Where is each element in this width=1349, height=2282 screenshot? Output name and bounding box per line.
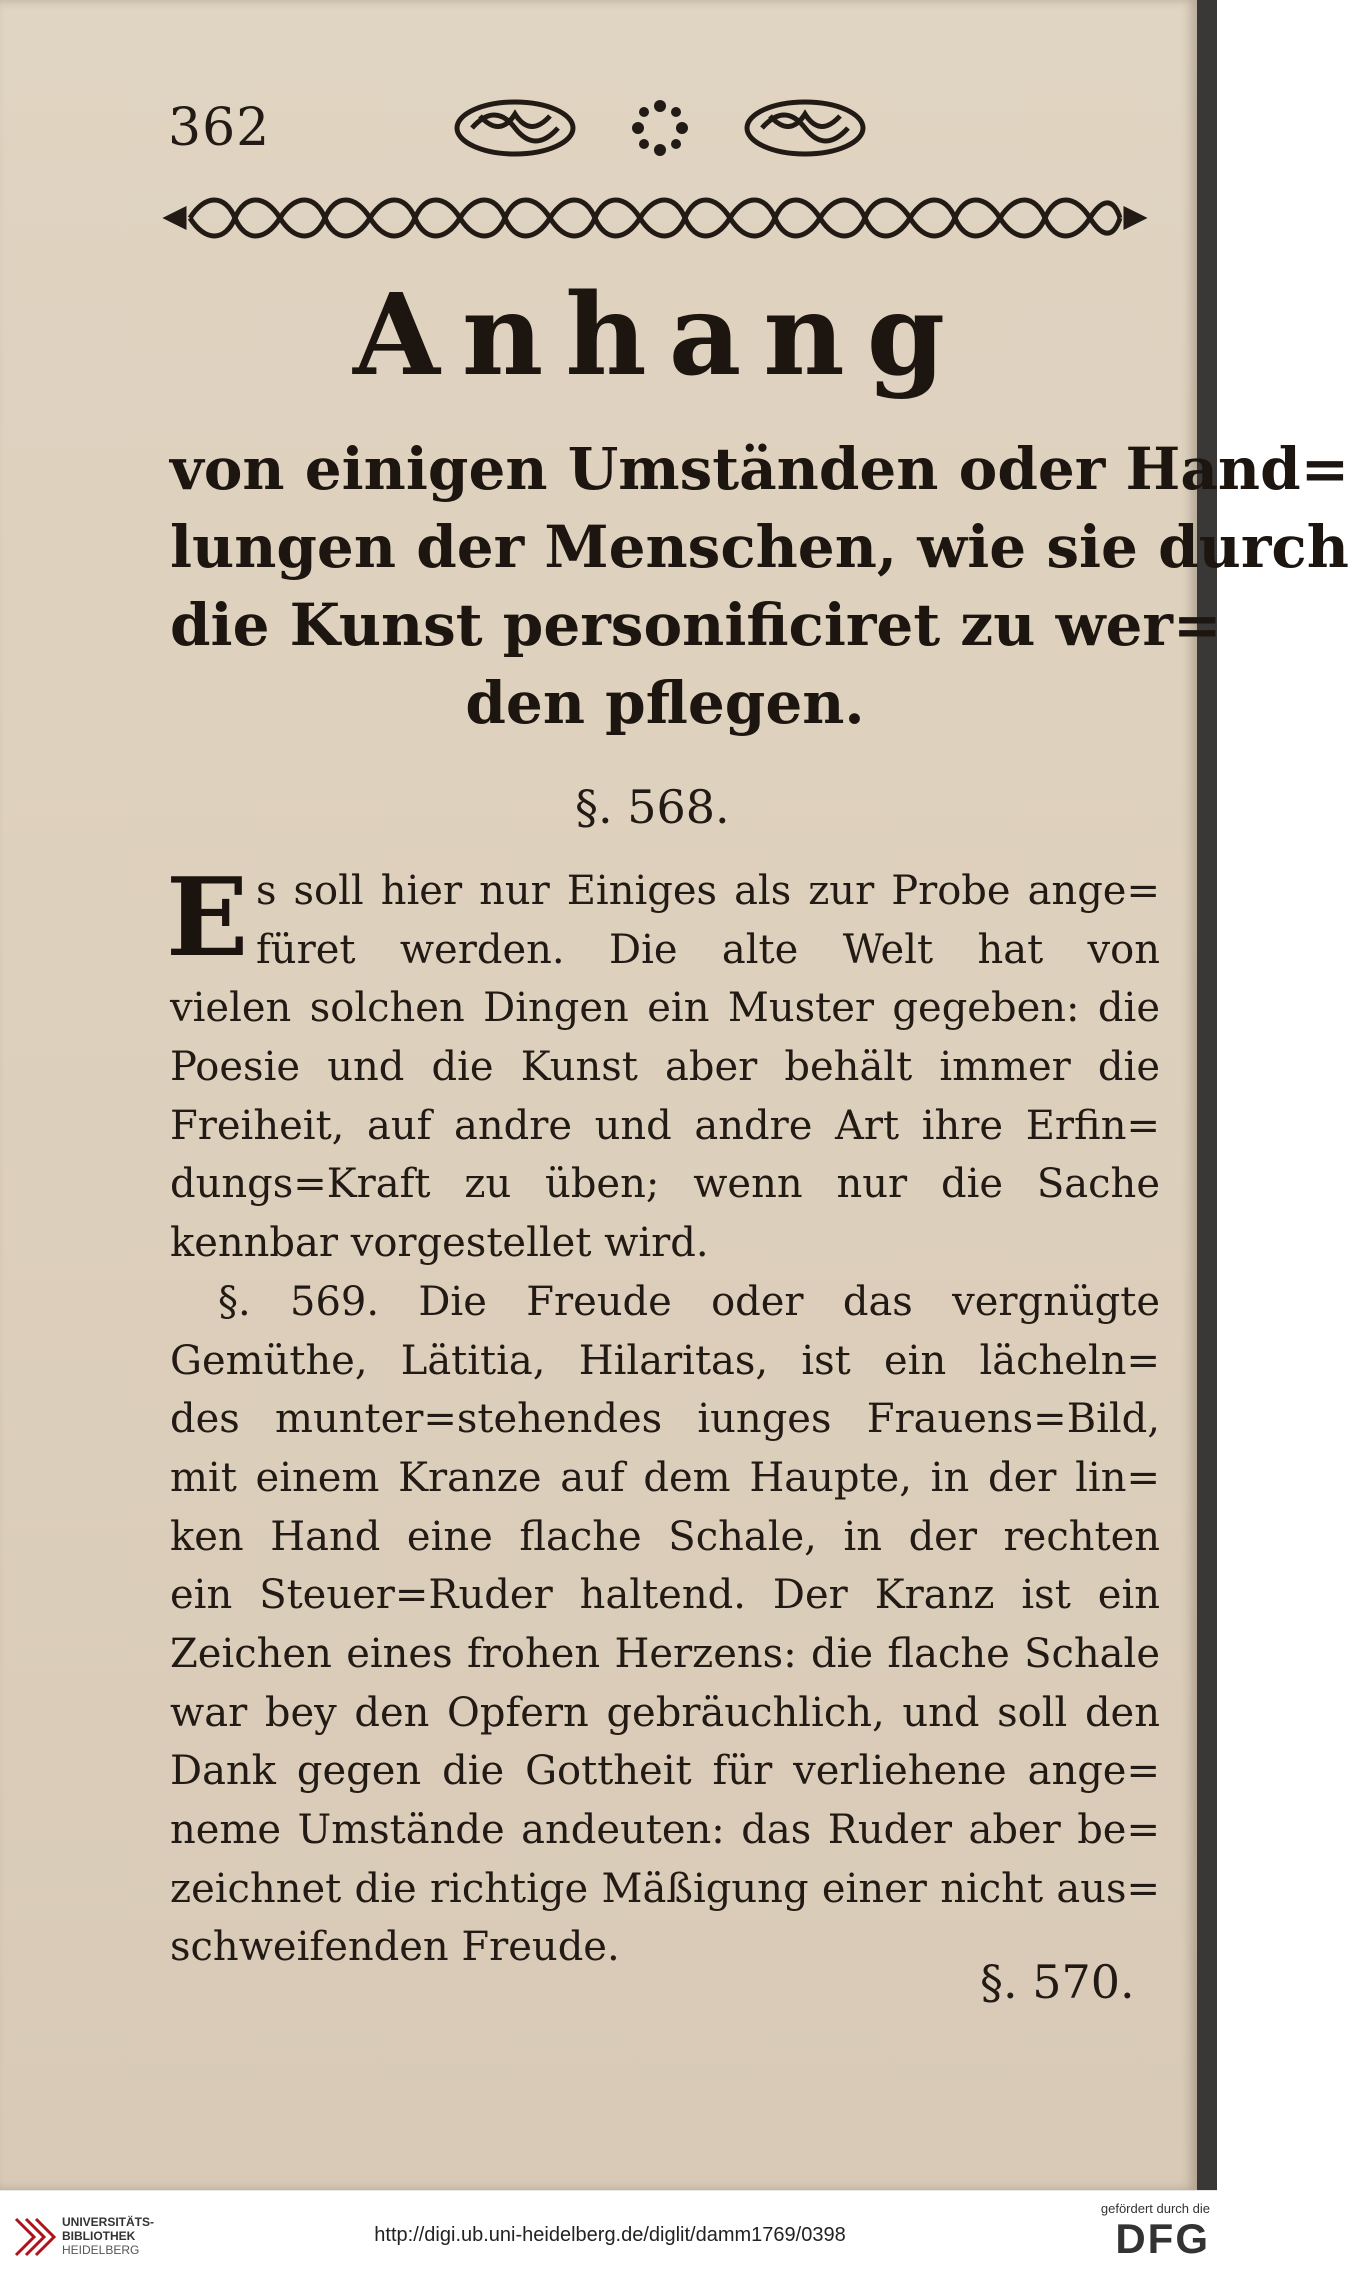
page-number: 362: [168, 98, 271, 158]
body-line: neme Umstände andeuten: das Ruder aber be=: [170, 1807, 1160, 1853]
body-line: war bey den Opfern gebräuchlich, und soll den: [170, 1689, 1160, 1736]
body-line: Gemüthe, Lätitia, Hilaritas, ist ein lächeln=: [170, 1337, 1160, 1384]
body-line: §. 569. Die Freude oder das vergnügte: [218, 1278, 1160, 1325]
dfg-logo: DFG: [1115, 2215, 1210, 2262]
library-logo-icon: [12, 2213, 56, 2261]
dfg-funding[interactable]: [1080, 2201, 1210, 2262]
page-header: [160, 92, 1150, 162]
library-city: HEIDELBERG: [62, 2243, 140, 2257]
body-line: dungs=Kraft zu üben; wenn nur die Sache: [170, 1161, 1160, 1208]
subtitle-line: von einigen Umständen oder Hand=: [170, 435, 1349, 503]
body-line: vielen solchen Dingen ein Muster gegeben: die: [170, 985, 1160, 1032]
header-ornament-icon: [450, 92, 870, 164]
body-line: kennbar vorgestellet wird.: [170, 1220, 709, 1267]
body-line: zeichnet die richtige Mäßigung einer nicht aus=: [170, 1865, 1160, 1912]
body-line: s soll hier nur Einiges als zur Probe ange=: [256, 868, 1160, 914]
body-line: Poesie und die Kunst aber behält immer die: [170, 1044, 1160, 1091]
section-heading-568: §. 568.: [575, 780, 730, 834]
body-line: Zeichen eines frohen Herzens: die flache Schale: [170, 1630, 1160, 1677]
body-line: ken Hand eine flache Schale, in der rechten: [170, 1513, 1160, 1560]
subtitle-line: lungen der Menschen, wie sie durch: [170, 513, 1349, 581]
body-line: füret werden. Die alte Welt hat von: [256, 926, 1160, 973]
body-line: Dank gegen die Gottheit für verliehene ange=: [170, 1748, 1160, 1795]
body-text: [166, 855, 1160, 1977]
drop-cap: E: [166, 855, 249, 981]
catchword: §. 570.: [980, 1955, 1135, 2009]
ornamental-rule-icon: [160, 188, 1150, 248]
body-line: schweifenden Freude.: [170, 1924, 620, 1971]
subtitle-line: die Kunst personificiret zu wer=: [170, 591, 1222, 659]
library-name-line2: BIBLIOTHEK: [62, 2229, 136, 2243]
body-line: ein Steuer=Ruder haltend. Der Kranz ist ein: [170, 1572, 1160, 1619]
chapter-subtitle: [170, 430, 1349, 742]
viewer-footer: [0, 2190, 1217, 2282]
body-line: mit einem Kranze auf dem Haupte, in der lin=: [170, 1454, 1160, 1501]
funding-caption: gefördert durch die: [1100, 2201, 1210, 2216]
library-logo[interactable]: [12, 2209, 162, 2265]
chapter-title: Anhang: [352, 270, 968, 401]
body-line: des munter=stehendes iunges Frauens=Bild,: [170, 1396, 1160, 1443]
subtitle-line: den pflegen.: [465, 669, 865, 737]
library-name: [62, 2215, 154, 2257]
library-name-line1: UNIVERSITÄTS-: [62, 2215, 155, 2229]
body-line: Freiheit, auf andre und andre Art ihre Erfin=: [170, 1102, 1160, 1149]
permalink-url[interactable]: http://digi.ub.uni-heidelberg.de/diglit/damm1769/0398: [374, 2224, 846, 2246]
